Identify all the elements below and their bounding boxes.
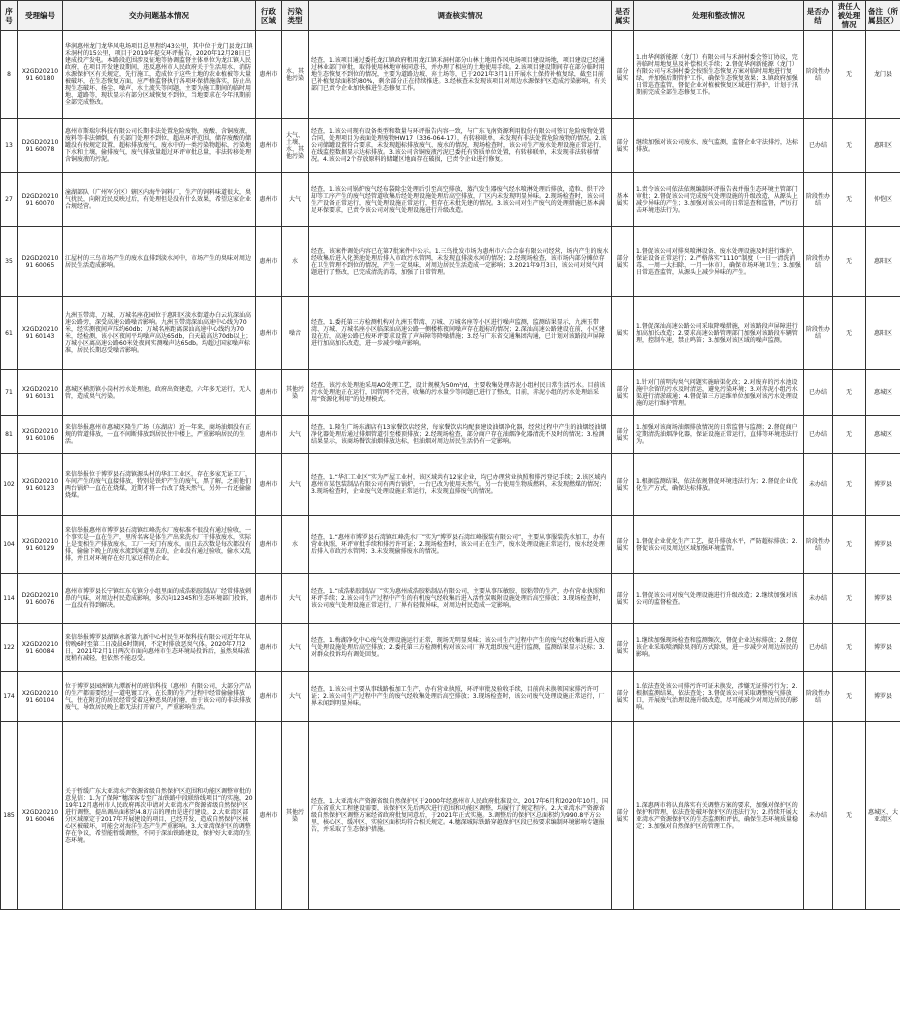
- cell-investigation: 经查，该案件调处内容已在第7批案件中公示。1.三鸟批发市场为惠州市六合合泰有限公司经营，场内产生的废水经收集后进入化粪池处理后排入市政污水管网，未发现直排淡水河的情况；2.经现场检查，该市场内部分摊位存在卫生管理不到位的情况，产生一定臭味，对周边居民生活造成一定影响；3.2021年9月3日，该公司对臭气问题进行了整改，已完成清洗消毒，加强了日常管理。: [309, 227, 612, 297]
- cell-verified: 部分属实: [612, 516, 634, 574]
- table-body: [1, 31, 900, 910]
- header-seq: 序号: [1, 1, 18, 31]
- cell-responsible: 无: [833, 624, 866, 672]
- cell-code: X2GD2021091 60129: [18, 516, 63, 574]
- cell-code: X2GD2021091 60104: [18, 672, 63, 722]
- cell-region: 惠州市: [256, 227, 282, 297]
- cell-remarks: 惠阳区: [866, 227, 900, 297]
- cell-remarks: 博罗县: [866, 516, 900, 574]
- cell-seq: 8: [1, 31, 18, 119]
- cell-code: X2GD2021091 60123: [18, 454, 63, 516]
- cell-verified: 部分属实: [612, 370, 634, 416]
- cell-seq: 114: [1, 574, 18, 624]
- cell-handling: 1.根据监测结果，依法依规督促环境违法行为；2.督促企业优化生产方式，确保达标排放。: [634, 454, 804, 516]
- cell-pollution: 水、其他污染: [282, 31, 309, 119]
- cell-issue: 潼湖部队（广州军分区）辖区内海牛饲料厂，生产的饲料味道很大，臭气扰民，向附近民反映过后，有处理但是没有什么效果，希望这家企业合规经营。: [63, 173, 256, 227]
- cell-issue: 来信举报惠州市博罗县石湾镇红峰洗水厂废标准不很没有通过验收，一个事实是一直在生产，里所名客是体生产出来洗水厂干排放废水，实际上是变相生产排放废水，工厂一天门有废水，而且去次数是每次都没有排，偷偷下晚上的废水流到河道里去的，企业没有通过验收，偷水又乱排，并且对环境存在好几家这样的企业。: [63, 516, 256, 574]
- cell-region: 惠州市: [256, 516, 282, 574]
- cell-closed: 已办结: [804, 370, 833, 416]
- cell-remarks: 龙门县: [866, 31, 900, 119]
- cell-verified: 部分属实: [612, 722, 634, 910]
- cell-pollution: 大气: [282, 574, 309, 624]
- cell-pollution: 噪音: [282, 297, 309, 370]
- cell-code: D2GD2021091 60078: [18, 119, 63, 173]
- cell-responsible: 无: [833, 173, 866, 227]
- cell-handling: 1.针对门前明沟臭气问题实施暗渠化改；2.对废弃的污水池设施中余留的污水及时清运，避免污染环境；3.对赤泥小组污水渠进行清淤疏通；4.督促第三方运维单位加强对该污水处理设施的运行维护管理。: [634, 370, 804, 416]
- cell-seq: 174: [1, 672, 18, 722]
- cell-closed: 未办结: [804, 454, 833, 516]
- cell-region: 惠州市: [256, 454, 282, 516]
- header-remarks: 备注（所属县区）: [866, 1, 900, 31]
- cell-closed: 未办结: [804, 574, 833, 624]
- cell-investigation: 经查，1.委托第三方检测机构对九洲玉带湾、万城、万城名座等小区进行噪声监测，监测结果显示，九洲玉带湾、万城、万城名座小区临深汕高速公路一侧楼栋夜间噪声存在超标的情况；2.深汕高速公路建设在前，小区建设在后，高速公路已按环评要求设置了声屏障等降噪措施；3.经与广东省交通集团沟通，已计划对该路段声屏障进行加高加长改造，进一步减少噪声影响。: [309, 297, 612, 370]
- cell-seq: 102: [1, 454, 18, 516]
- cell-region: 惠州市: [256, 370, 282, 416]
- cell-investigation: 经查，1.该公司主要从事线路板加工生产，办有营业执照，环评审批及验收手续，目前尚未换领国家排污许可证；2.该公司生产过程中产生的废气经收集处理后高空排放；3.现场检查时，该公司废气处理设施正常运行，厂界未闻到明显异味。: [309, 672, 612, 722]
- cell-investigation: 经查，1.梅湖净化中心废气处理设施运行正常，现场无明显臭味；该公司生产过程中产生的废气经收集后进入废气处理设施处理后高空排放；2.委托第三方检测机构对该公司厂界无组织废气进行监测，监测结果显示达标；3.对群众投诉均有调处回复。: [309, 624, 612, 672]
- cell-code: X2GD2021091 60143: [18, 297, 63, 370]
- header-issue: 交办问题基本情况: [63, 1, 256, 31]
- cell-region: 惠州市: [256, 173, 282, 227]
- cell-code: X2GD2021091 60046: [18, 722, 63, 910]
- cell-responsible: 无: [833, 574, 866, 624]
- cell-closed: 已办结: [804, 119, 833, 173]
- cell-responsible: 无: [833, 672, 866, 722]
- cell-pollution: 其他污染: [282, 722, 309, 910]
- cell-code: D2GD2021091 60070: [18, 173, 63, 227]
- table-row: [1, 119, 900, 173]
- header-code: 受理编号: [18, 1, 63, 31]
- cell-pollution: 大气: [282, 624, 309, 672]
- cell-remarks: 惠城区、大亚湾区: [866, 722, 900, 910]
- cell-handling: 1.督促该公司对排臭喷淋设备、废水处理设施及时进行维护，保证设备正常运行；2.严格落实“1110”制度（一日一清洗消毒、一周一大扫除、一月一休市），确保市场环境卫生；3.加强日常巡查监管，从源头上减少异味的产生。: [634, 227, 804, 297]
- cell-responsible: 无: [833, 297, 866, 370]
- cell-pollution: 水: [282, 227, 309, 297]
- cell-region: 惠州市: [256, 624, 282, 672]
- cell-remarks: 博罗县: [866, 454, 900, 516]
- cell-issue: 惠城区横沥镇小岗村污水处理池，政府出资建造，六年多无运行，无人管，造成臭气污染。: [63, 370, 256, 416]
- cell-region: 惠州市: [256, 574, 282, 624]
- cell-handling: 1.深惠两市将认真落实有关调整方案的要求，加强对保护区的保护和管理，依法查处破坏保护区的违法行为；2.持续开展大亚湾水产资源保护区的生态监测和评估，确保生态环境质量稳定；3.加强对自然保护区的管理工作。: [634, 722, 804, 910]
- cell-verified: 属实: [612, 297, 634, 370]
- cell-region: 惠州市: [256, 297, 282, 370]
- cell-responsible: 无: [833, 454, 866, 516]
- table-header-row: [1, 1, 900, 31]
- cell-investigation: 经查，1.“成浩粘胶制品厂”实为惠州成浩胶粘制品有限公司，主要从事压敏胶、胶粘带的生产，办有营业执照和环评手续；2.该公司生产过程中产生的有机废气经收集后进入活性炭吸附设施处理后高空排放；3.现场检查时，该公司废气处理设施正常运行，厂界有轻微异味，对周边村民造成一定影响。: [309, 574, 612, 624]
- cell-remarks: 惠城区: [866, 370, 900, 416]
- cell-handling: 1.继续加强现场检查和监测频次，督促企业达标排放；2.督促该企业采取喷洒除臭剂的方式除臭，进一步减少对周边居民的影响。: [634, 624, 804, 672]
- cell-verified: 部分属实: [612, 119, 634, 173]
- cell-region: 惠州市: [256, 31, 282, 119]
- cell-investigation: 经查，1.“惠州市博罗县石湾镇红峰洗水厂”实为“博罗县石湾红峰服装有限公司”，主要从事服装洗水加工，办有营业执照，环评审批手续和排污许可证；2.现场检查时，该公司正在生产，废水处理设施正常运行，废水经处理后排入市政污水管网；3.未发现偷排废水的情况。: [309, 516, 612, 574]
- cell-investigation: 经查，1.大亚湾水产资源省级自然保护区于2000年经惠州市人民政府批准设立，2017年6月和2020年10月，国广东省重大工程建设需要，该保护区先后两次进行范围和功能区调整，均履行了规定程序。2.大亚湾水产资源省级自然保护区调整方案经省政府批复同意后，于2021年正式实施。3.调整后的保护区总面积约为990.8平方公里，核心区、缓冲区、实验区面积均符合相关规定。4.穗深城际铁路穿越保护区段已按要求编制环境影响专题报告，并采取了生态保护措施。: [309, 722, 612, 910]
- cell-verified: 部分属实: [612, 416, 634, 454]
- cell-code: D2GD2021091 60076: [18, 574, 63, 624]
- cell-closed: 阶段性办结: [804, 672, 833, 722]
- cell-handling: 1.督促该公司对废气处理设施进行升级改造；2.继续加强对该公司的监督检查。: [634, 574, 804, 624]
- cell-pollution: 水: [282, 516, 309, 574]
- header-pollution: 污染类型: [282, 1, 309, 31]
- cell-remarks: 惠城区: [866, 416, 900, 454]
- cell-region: 惠州市: [256, 672, 282, 722]
- cell-seq: 122: [1, 624, 18, 672]
- table-row: [1, 31, 900, 119]
- cell-responsible: 无: [833, 370, 866, 416]
- cell-seq: 27: [1, 173, 18, 227]
- cell-closed: 阶段性办结: [804, 31, 833, 119]
- header-verified: 是否属实: [612, 1, 634, 31]
- table-row: [1, 574, 900, 624]
- header-responsible: 责任人被处理情况: [833, 1, 866, 31]
- cell-investigation: 经查，1.该公司锅炉废气经布袋除尘处理后引至高空排放，蒸汽发生器废气经水喷淋处理后排放，造粒、烘干冷却等工序产生的废气经管道收集后经处理设施处理后高空排放，厂区内未发现明显异味。2.现场检查时，该公司生产设备正常运行，废气处理设施正常运行，但存在未批先建的情况。3.该公司对生产废气的处理措施已基本满足环保要求，已责令该公司对废气处理设施进行升级改造。: [309, 173, 612, 227]
- cell-issue: 华润惠州龙门龙华风电场项目总里程约43公里，其中位于龙门县龙江镇禾洞村的15公里，项目于2019年提交环评报告，2020年12月28日已建成投产发电。本路段范围涉及征地等协调监督主体单位为龙江镇人民政府，在项目开发建设期间，违反惠州市人民政府关于生活用水、消防水源保护区有关规定，先行施工，造成位于这些土地的农业植被等大量被破坏，在生态恢复方面，应严格监督执行各项环保措施落实，防止出现生态破坏、扬尘、噪声、水土流失等问题，主要为施工期间的临时用地、道路等，现状显示有部分区域恢复不到位，当地要求在今年汛期前全部完成整改。: [63, 31, 256, 119]
- table-row: [1, 370, 900, 416]
- cell-closed: 阶段性办结: [804, 516, 833, 574]
- cell-seq: 13: [1, 119, 18, 173]
- table-row: [1, 297, 900, 370]
- cell-verified: 基本属实: [612, 173, 634, 227]
- cell-handling: 继续加强对该公司废水、废气监测，监督企业守法排污，达标排放。: [634, 119, 804, 173]
- cell-seq: 185: [1, 722, 18, 910]
- cell-verified: 部分属实: [612, 227, 634, 297]
- cell-responsible: 无: [833, 119, 866, 173]
- cell-code: X2GD2021091 60106: [18, 416, 63, 454]
- cell-pollution: 大气、土壤、水、其他污染: [282, 119, 309, 173]
- cell-pollution: 其他污染: [282, 370, 309, 416]
- cell-handling: 1.督促深汕高速公路公司采取降噪措施，对该路段声屏障进行加高加长改造；2.要求高速公路管理部门加强对该路段车辆管理，控制车速，禁止鸣笛；3.加强对该区域的噪声监测。: [634, 297, 804, 370]
- cell-investigation: 经查，1.该项目通过委托龙江镇政府租用龙江镇禾洞村部分山林土地用作风电场项目建设场地，项目建设已经通过林业部门审批，取得使用林地审核同意书，并办理了相应的土地使用手续。2.该项目建设期间存在部分临时用地生态恢复不到位的情况，主要为道路边坡、弃土场等，已于2021年3月1日开展水土保持补植复绿，截至目前已补植复绿面积约80%，剩余部分正在持续推进。3.经核查未发现该项目对周边水源保护区造成污染影响，有关部门已责令企业加快推进生态修复工作。: [309, 31, 612, 119]
- cell-issue: 来信举报位于博罗县石湾镇源头村的华汇工业区，存在多家无证工厂，车间产生的废气直接排放，特别是铁炉产生的废气，黑了解，之前他们两台锅炉一直在在烧煤，近期才将一台改了烧天然气，另外一台还偷偷烧煤。: [63, 454, 256, 516]
- cell-issue: 来信举报惠州市惠城区隆生广场（东湖店）近一年来，商场油烟没有正规的管道排放，一直不间断排放到居民住中楼上，严重影响居民的生活。: [63, 416, 256, 454]
- cell-handling: 1.依法查处该公司排污许可证未换发，涉嫌无证排污行为；2.根据监测结果，依法查处；3.督促该公司采取调整废气排放口，开展废气治理设施升级改造，尽可能减少对周边居民的影响。: [634, 672, 804, 722]
- cell-investigation: 经查，该污水处理池采用AO处理工艺，设计规模为50m³/d，主要收集处理赤泥小组村民日常生活污水。目前该污水处理池正在运行，因管网不完善，收集的污水量少等问题已进行了整改，目前，赤泥小组的污水处理站采用“资源化利用”的处理模式。: [309, 370, 612, 416]
- cell-handling: 1.督促企业优化生产工艺，提升排放水平，严防超标排放；2.督促该公司及周边区域加强环境监管。: [634, 516, 804, 574]
- cell-code: X2GD2021091 60084: [18, 624, 63, 672]
- cell-closed: 已办结: [804, 624, 833, 672]
- cell-responsible: 无: [833, 31, 866, 119]
- cell-pollution: 大气: [282, 416, 309, 454]
- cell-remarks: 惠阳区: [866, 119, 900, 173]
- header-investigation: 调查核实情况: [309, 1, 612, 31]
- cell-handling: 1.责令该公司依法依规编制环评报告表并报生态环境主管部门审批；2.督促该公司完成废气处理设施的升级改造，从源头上减少异味的产生；3.加强对该公司的日常巡查和监督，严厉打击环境违法行为。: [634, 173, 804, 227]
- table-row: [1, 454, 900, 516]
- cell-seq: 104: [1, 516, 18, 574]
- cell-issue: 惠州市博罗县长宁镇红东屯镇分小组里面的成浩粘胶制品厂经常排放刺鼻的气味，对周边村民造成影响，多次向12345和生态环境部门投诉，一直没有得到解决。: [63, 574, 256, 624]
- cell-remarks: 惠阳区: [866, 297, 900, 370]
- cell-responsible: 无: [833, 227, 866, 297]
- cell-remarks: 仲恺区: [866, 173, 900, 227]
- cell-issue: 九洲玉带湾、万城、万城名座花园位于惠阳区淡水街道办白云坑深汕高速公路旁，深受高速公路噪音影响。九洲玉带湾深汕高速中心线为70米，经实测夜间声压约60db；万城名座距离深汕高速中心线约为70米，经检测，该小区夜间平均噪声高达65db，白天最高达70db以上；万城小区离高速公路60米处夜间实测噪声达65db。均超过国家噪声标准，居民长期忍受噪音影响。: [63, 297, 256, 370]
- cell-pollution: 大气: [282, 672, 309, 722]
- table-row: [1, 416, 900, 454]
- cell-verified: 部分属实: [612, 624, 634, 672]
- cell-closed: 未办结: [804, 722, 833, 910]
- cell-closed: 阶段性办结: [804, 297, 833, 370]
- cell-closed: 已办结: [804, 416, 833, 454]
- table-row: [1, 624, 900, 672]
- cell-remarks: 博罗县: [866, 574, 900, 624]
- cell-issue: 来信举报博罗县湖镇永新第九新中心村民生环保科技有限公司近年年从傍晚6时至第二日凌晨6时期间，不定时排放恶臭气体。2020年7月2日，2021年2月1日两次市面向惠州市生态环境局投诉后，虽然臭味浓度稍有减轻，但依然不能忍受。: [63, 624, 256, 672]
- cell-region: 惠州市: [256, 119, 282, 173]
- cell-issue: 位于博罗县园洲镇九潭新村的班信科技（惠州）有限公司，大部分产品的生产都需要经过一道电镀工序，在长期的生产过程中经常偷偷排放气，住在附近的居民经常受着这种恶臭的折磨，由于该公司的非法排放废气，导致居民晚上都无法打开窗户，严重影响生活。: [63, 672, 256, 722]
- cell-issue: 江屋村的三鸟市场产生的废水直排到淡水河中，市场产生的臭味对周边居民生活造成影响。: [63, 227, 256, 297]
- cell-remarks: 博罗县: [866, 624, 900, 672]
- cell-issue: 关于暂缓广东大亚湾水产资源省级自然保护区范围和功能区调整审批的意见信：1.为了保障“穗深客专至广汕铁路中段联络线项目”的实施，2019年12月惠州市人民政府再次申请对大亚湾水产资源省级自然保护区进行调整，提出调出面积约4.8万亩的理由是进行建设。2.大亚湾区部分区域原定于2017年开展建设的项目，已经开发，造成自然保护区核心区被破坏，可能会对海洋生态产生严重影响。3.大亚湾保护区的调整存在争议，希望能暂缓调整，不同于深汕铁路建设，保护好大亚湾的生态环境。: [63, 722, 256, 910]
- cell-responsible: 无: [833, 516, 866, 574]
- cell-seq: 81: [1, 416, 18, 454]
- cell-seq: 35: [1, 227, 18, 297]
- header-region: 行政区域: [256, 1, 282, 31]
- cell-responsible: 无: [833, 416, 866, 454]
- header-handling: 处理和整改情况: [634, 1, 804, 31]
- cell-seq: 61: [1, 297, 18, 370]
- cell-responsible: 无: [833, 722, 866, 910]
- cell-verified: 部分属实: [612, 454, 634, 516]
- cell-investigation: 经查，1.隆生广场东湖店有13家餐饮店经营，每家餐饮店均配套建设油烟净化器，经营过程中产生的油烟经油烟净化器处理后通过排烟管道引至楼顶排放；2.经现场检查，部分商户存在油烟净化器清洗不及时的情况；3.检测结果显示，该商场餐饮油烟排放达标，但油烟对周边居民生活仍有一定影响。: [309, 416, 612, 454]
- cell-handling: 1.由华润新能源（龙门）有限公司与禾洞村委会签订协议，完善临时用地复垦及补偿相关手续；2.督促华润新能源（龙门）有限公司与禾洞村委会按照生态恢复方案对临时用地进行复绿，并加强后期管护工作，确保生态恢复效果；3.镇政府加强日常巡查监管，督促企业对植被恢复区域进行养护，计划于汛期前完成全部生态修复工作。: [634, 31, 804, 119]
- table-row: [1, 672, 900, 722]
- cell-code: X2GD2021091 60131: [18, 370, 63, 416]
- cell-verified: 部分属实: [612, 31, 634, 119]
- cell-investigation: 经查，1.“华汇工业区”实为严屋工业村，该区域共有12家企业，均已办理营业执照和排污登记手续；2.该区域内惠州市某包装制品有限公司有两台锅炉，一台已改为使用天然气，另一台使用生物质燃料，未发现燃煤的情况；3.现场检查时，企业废气处理设施正常运行，未发现直排废气的情况。: [309, 454, 612, 516]
- cell-seq: 71: [1, 370, 18, 416]
- cell-closed: 阶段性办结: [804, 173, 833, 227]
- cell-region: 惠州市: [256, 722, 282, 910]
- cell-closed: 阶段性办结: [804, 227, 833, 297]
- header-closed: 是否办结: [804, 1, 833, 31]
- cell-code: X2GD2021091 60180: [18, 31, 63, 119]
- cell-remarks: 博罗县: [866, 672, 900, 722]
- cell-pollution: 大气: [282, 173, 309, 227]
- cell-code: D2GD2021091 60065: [18, 227, 63, 297]
- table-row: [1, 516, 900, 574]
- cell-investigation: 经查，1.该公司现有设备类型和数量与环评报告内容一致，与广东飞南资源利用股份有限公司签订危险废物处置合同，处理项目为表面处理废物HW17（336-064-17），有转移联单，未发现有非法处置危险废物的情况。2.该公司储罐设置符合要求，未发现超标排放废气、废水的情况，现场检查时，该公司生产废水处理设施正常运行，在线监控数据显示达标排放。3.该公司含铜废液污泥已委托有资质单位处置，有转移联单，未发现非法转移情况。4.该公司2个存放原料的储罐区地面存在破损，已责令企业进行修复。: [309, 119, 612, 173]
- cell-issue: 惠州市斯瑞尔科技有限公司长期非法处置危险废物，废酸、含铜废液，废料等非法倾倒，有关部门处理不到位，超出环评范围，储存废酸的储罐没有按规定设置，超标排放废气，废水中的一类污染物超标，污染地下水和土壤，偷排废气，废气排放量超过环评审批总量，非法转移处理含铜废液的污泥。: [63, 119, 256, 173]
- cell-verified: 部分属实: [612, 672, 634, 722]
- table-row: [1, 173, 900, 227]
- table-row: [1, 722, 900, 910]
- cell-handling: 1.加强对该商场油烟排放情况的日常监督与监测；2.督促商户定期清洗油烟净化器，保证设施正常运行，直排等环境违法行为。: [634, 416, 804, 454]
- cell-region: 惠州市: [256, 416, 282, 454]
- cell-pollution: 大气: [282, 454, 309, 516]
- cell-verified: 部分属实: [612, 574, 634, 624]
- table-row: [1, 227, 900, 297]
